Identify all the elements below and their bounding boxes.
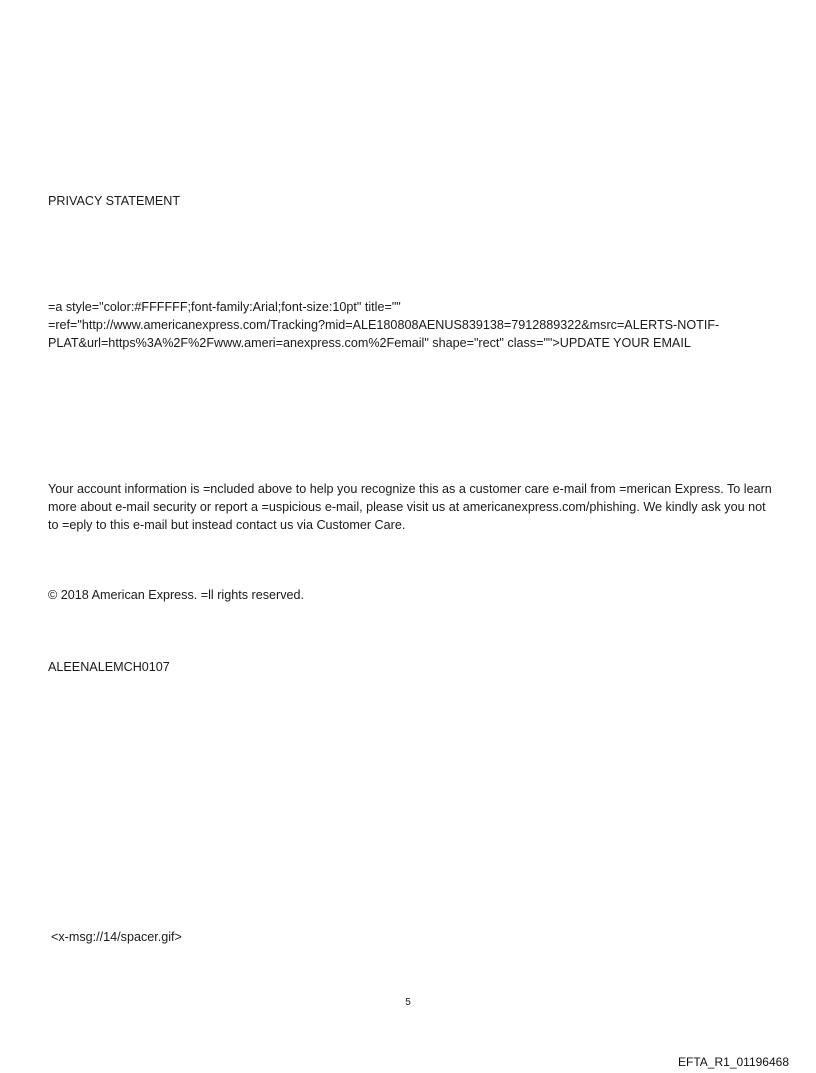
html-snippet-line-1: =a style="color:#FFFFFF;font-family:Arial;font-size:10pt" title="" — [48, 300, 401, 314]
spacer-gif-reference: <x-msg://14/spacer.gif> — [51, 930, 182, 944]
privacy-statement-heading: PRIVACY STATEMENT — [48, 194, 181, 208]
bates-number: EFTA_R1_01196468 — [678, 1055, 789, 1069]
disclaimer-paragraph: Your account information is =ncluded above to help you recognize this as a customer care e-mail from =merican Express. To learn more about e-mail security or report a =uspicious e-mail, please visit us at americanexpress.com/phishing. We kindly ask you not to =eply to this e-mail but instead contact us via Customer Care. — [48, 482, 772, 532]
html-snippet-line-2: =ref="http://www.americanexpress.com/Tracking?mid=ALE180808AENUS839138=7912889322&msrc=ALERTS-NOTIF- — [48, 318, 720, 332]
email-code: ALEENALEMCH0107 — [48, 660, 170, 674]
copyright-notice: © 2018 American Express. =ll rights reserved. — [48, 588, 305, 602]
page-number: 5 — [405, 997, 411, 1008]
html-snippet-line-3: PLAT&url=https%3A%2F%2Fwww.ameri=anexpress.com%2Femail" shape="rect" class="">UPDATE YOUR EMAIL — [48, 336, 691, 350]
html-snippet — [48, 298, 772, 352]
